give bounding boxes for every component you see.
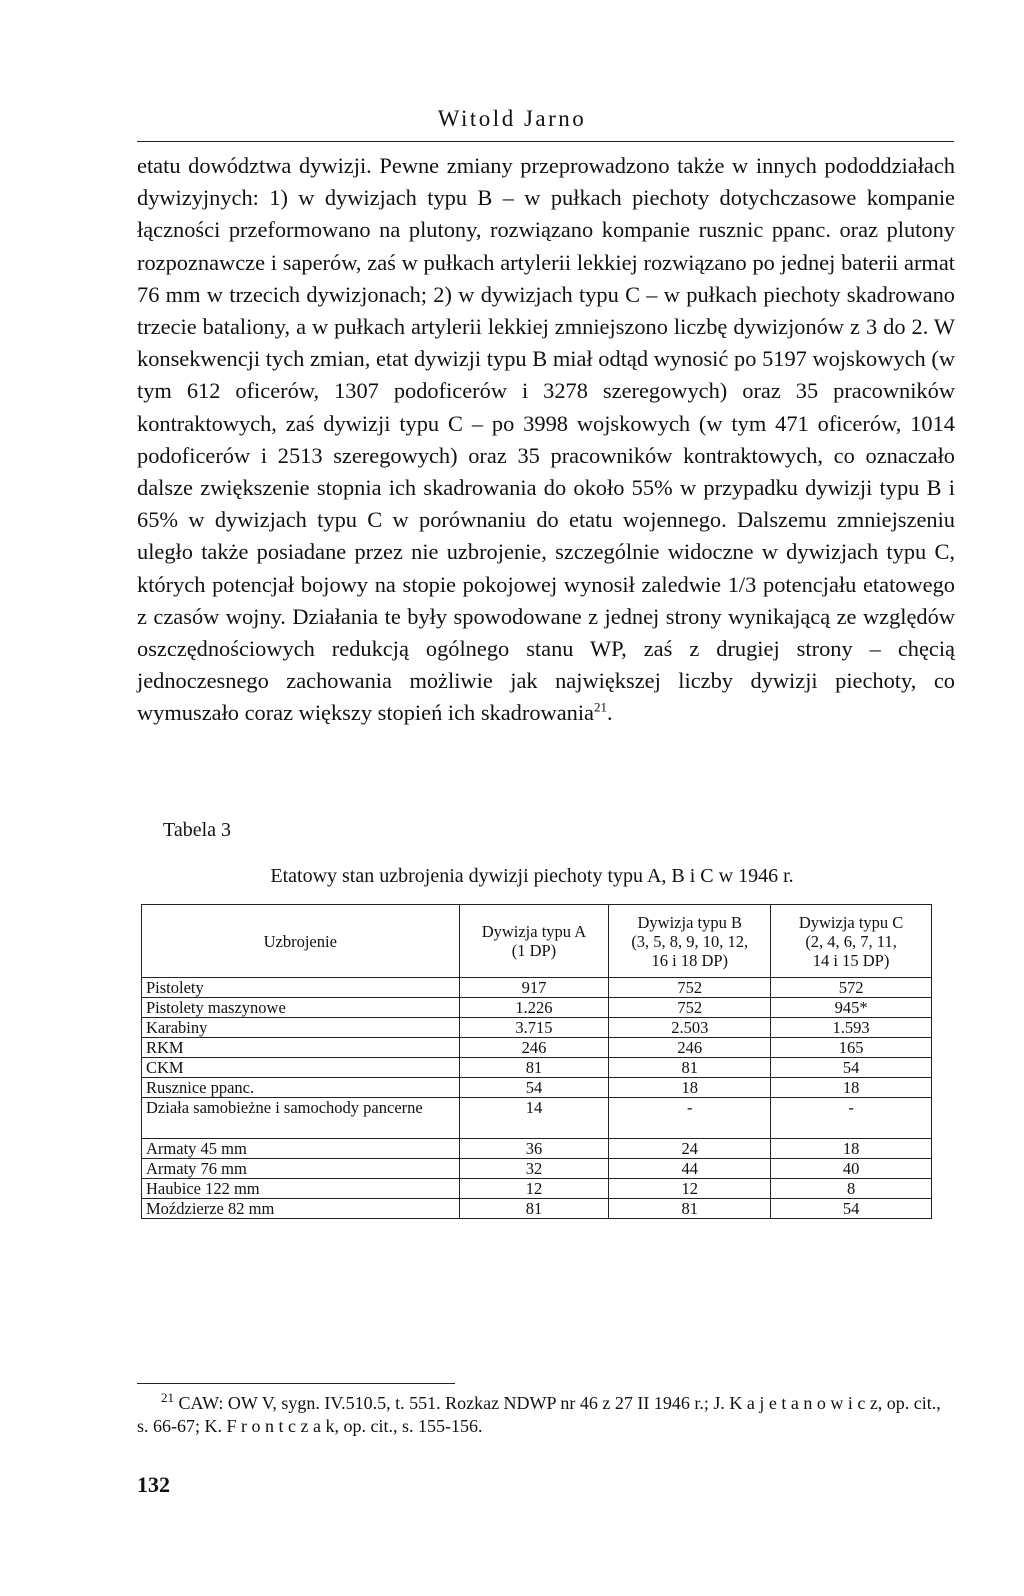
table-row [142, 1179, 932, 1199]
row-label: Armaty 45 mm [142, 1139, 460, 1159]
header-division-b: Dywizja typu B (3, 5, 8, 9, 10, 12, 16 i 18 DP) [609, 905, 771, 978]
body-paragraph-text: etatu dowództwa dywizji. Pewne zmiany przeprowadzono także w innych pododdziałach dywizyjnych: 1) w dywizjach typu B – w pułkach piechoty dotychczasowe kompanie łączności przeformowano na plutony, rozwiązano kompanie rusznic ppanc. oraz plutony rozpoznawcze i saperów, zaś w pułkach artylerii lekkiej rozwiązano po jednej baterii armat 76 mm w trzecich dywizjonach; 2) w dywizjach typu C – w pułkach piechoty skadrowano trzecie bataliony, a w pułkach artylerii lekkiej zmniejszono liczbę dywizjonów z 3 do 2. W konsekwencji tych zmian, etat dywizji typu B miał odtąd wynosić po 5197 wojskowych (w tym 612 oficerów, 1307 podoficerów i 3278 szeregowych) oraz 35 pracowników kontraktowych, zaś dywizji typu C – po 3998 wojskowych (w tym 471 oficerów, 1014 podoficerów i 2513 szeregowych) oraz 35 pracowników kontraktowych, co oznaczało dalsze zwiększenie stopnia ich skadrowania do około 55% w przypadku dywizji typu B i 65% w dywizjach typu C w porównaniu do etatu wojennego. Dalszemu zmniejszeniu uległo także posiadane przez nie uzbrojenie, szczególnie widoczne w dywizjach typu C, których potencjał bojowy na stopie pokojowej wynosił zaledwie 1/3 potencjału etatowego z czasów wojny. Działania te były spowodowane z jednej strony wynikającą ze względów oszczędnościowych redukcją ogólnego stanu WP, zaś z drugiej strony – chęcią jednoczesnego zachowania możliwie jak największej liczby dywizji piechoty, co wymuszało coraz większy stopień ich skadrowania [137, 153, 955, 726]
value-division-c: 8 [771, 1179, 932, 1199]
value-division-b: 12 [609, 1179, 771, 1199]
table-row [142, 1018, 932, 1038]
table-row [142, 1098, 932, 1139]
table-row [142, 1058, 932, 1078]
armament-table [141, 904, 932, 1219]
value-division-a: 12 [459, 1179, 609, 1199]
header-rule [137, 141, 954, 142]
value-division-a: 81 [459, 1199, 609, 1219]
body-paragraph-end: . [607, 700, 613, 726]
row-label: Pistolety maszynowe [142, 998, 460, 1018]
value-division-c: 165 [771, 1038, 932, 1058]
value-division-b: 246 [609, 1038, 771, 1058]
table-row [142, 1159, 932, 1179]
value-division-a: 54 [459, 1078, 609, 1098]
value-division-c: 572 [771, 978, 932, 998]
row-label: RKM [142, 1038, 460, 1058]
value-division-c: 1.593 [771, 1018, 932, 1038]
table-header-row [142, 905, 932, 978]
row-label: Karabiny [142, 1018, 460, 1038]
value-division-b: 752 [609, 998, 771, 1018]
value-division-c: 54 [771, 1199, 932, 1219]
body-text [137, 150, 955, 730]
value-division-c: - [771, 1098, 932, 1139]
running-header-author: Witold Jarno [437, 106, 587, 131]
header-armament: Uzbrojenie [142, 905, 460, 978]
table-row [142, 978, 932, 998]
header-division-a: Dywizja typu A (1 DP) [459, 905, 609, 978]
value-division-b: 2.503 [609, 1018, 771, 1038]
page-number: 132 [137, 1472, 170, 1497]
value-division-b: 81 [609, 1199, 771, 1219]
footnote-number: 21 [161, 1390, 174, 1405]
table-row [142, 1078, 932, 1098]
value-division-c: 54 [771, 1058, 932, 1078]
footnote [137, 1392, 955, 1438]
footnote-reference[interactable]: 21 [594, 699, 607, 715]
row-label: CKM [142, 1058, 460, 1078]
header-division-c: Dywizja typu C (2, 4, 6, 7, 11, 14 i 15 DP) [771, 905, 932, 978]
row-label: Działa samobieżne i samochody pancerne [142, 1098, 460, 1139]
row-label: Rusznice ppanc. [142, 1078, 460, 1098]
value-division-c: 40 [771, 1159, 932, 1179]
table-row [142, 998, 932, 1018]
table-row [142, 1139, 932, 1159]
table-row [142, 1038, 932, 1058]
value-division-a: 1.226 [459, 998, 609, 1018]
value-division-a: 32 [459, 1159, 609, 1179]
value-division-a: 36 [459, 1139, 609, 1159]
value-division-c: 945* [771, 998, 932, 1018]
table-row [142, 1199, 932, 1219]
body-paragraph [137, 150, 955, 730]
value-division-a: 3.715 [459, 1018, 609, 1038]
row-label: Haubice 122 mm [142, 1179, 460, 1199]
value-division-a: 81 [459, 1058, 609, 1078]
value-division-a: 246 [459, 1038, 609, 1058]
value-division-b: 18 [609, 1078, 771, 1098]
value-division-a: 14 [459, 1098, 609, 1139]
row-label: Armaty 76 mm [142, 1159, 460, 1179]
value-division-c: 18 [771, 1078, 932, 1098]
value-division-c: 18 [771, 1139, 932, 1159]
footnote-rule [137, 1383, 455, 1384]
table-label: Tabela 3 [163, 819, 232, 841]
value-division-b: - [609, 1098, 771, 1139]
footnote-text: CAW: OW V, sygn. IV.510.5, t. 551. Rozkaz NDWP nr 46 z 27 II 1946 r.; J. K a j e t a n o w i c z, op. cit., s. 66-67; K. F r o n t c z a k, op. cit., s. 155-156. [137, 1393, 941, 1436]
value-division-a: 917 [459, 978, 609, 998]
value-division-b: 24 [609, 1139, 771, 1159]
row-label: Moździerze 82 mm [142, 1199, 460, 1219]
table-caption: Etatowy stan uzbrojenia dywizji piechoty typu A, B i C w 1946 r. [270, 865, 794, 887]
value-division-b: 44 [609, 1159, 771, 1179]
value-division-b: 752 [609, 978, 771, 998]
row-label: Pistolety [142, 978, 460, 998]
value-division-b: 81 [609, 1058, 771, 1078]
